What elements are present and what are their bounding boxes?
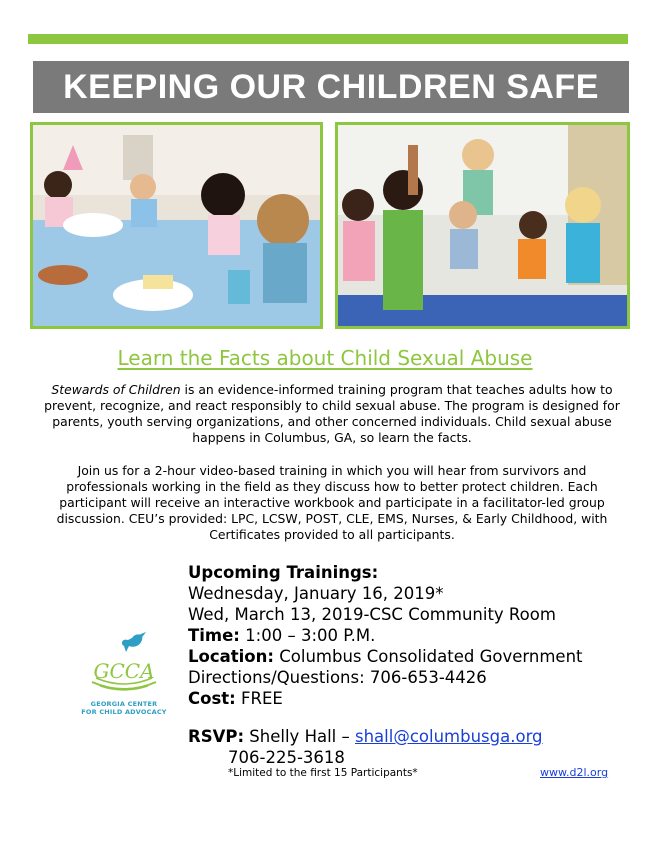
trainings-heading: Upcoming Trainings:	[188, 563, 379, 582]
rsvp-name: Shelly Hall –	[244, 727, 355, 746]
location-value: Columbus Consolidated Government	[274, 647, 583, 666]
gcca-logo	[74, 632, 174, 720]
bird-nest-icon	[74, 632, 174, 696]
svg-text:GCCA: GCCA	[93, 659, 155, 683]
program-name: Stewards of Children	[51, 382, 181, 397]
logo-org-line1: GEORGIA CENTER	[90, 700, 158, 708]
page-title: KEEPING OUR CHILDREN SAFE	[33, 61, 629, 113]
time-label: Time:	[188, 626, 240, 645]
directions-row: Directions/Questions: 706-653-4426	[188, 668, 487, 687]
rsvp-label: RSVP:	[188, 727, 245, 746]
cost-label: Cost:	[188, 689, 236, 708]
participant-limit-note: *Limited to the first 15 Participants*	[228, 767, 418, 779]
intro-text: is an evidence-informed training program that teaches adults how to prevent, recognize, and react responsibly to child sexual abuse. The program is designed for parents, youth serving organizations, and other concerned individuals. Child sexual abuse happens in Columbus, GA, so learn the facts.	[44, 382, 620, 445]
rsvp-phone: 706-225-3618	[228, 748, 345, 767]
details-paragraph: Join us for a 2-hour video-based training in which you will hear from survivors and professionals working in the field as they discuss how to better protect children. Each participant will receive an interactive workbook and participate in a facilitator-led group discussion. CEU’s provided: LPC, LCSW, POST, CLE, EMS, Nurses, & Early Childhood, with Certificates provided to all participants.	[56, 463, 608, 542]
section-heading: Learn the Facts about Child Sexual Abuse	[117, 346, 533, 370]
time-row	[188, 625, 628, 646]
location-row	[188, 646, 628, 667]
logo-org-line2: FOR CHILD ADVOCACY	[81, 708, 167, 716]
time-value: 1:00 – 3:00 P.M.	[239, 626, 376, 645]
training-date-1: Wednesday, January 16, 2019*	[188, 584, 444, 603]
cost-value: FREE	[235, 689, 283, 708]
training-date-2: Wed, March 13, 2019-CSC Community Room	[188, 605, 556, 624]
rsvp-email-link[interactable]: shall@columbusga.org	[355, 727, 543, 746]
website-link[interactable]: www.d2l.org	[540, 766, 609, 779]
cost-row	[188, 688, 628, 709]
intro-paragraph	[38, 382, 626, 446]
rsvp-row	[188, 726, 543, 747]
top-accent-bar	[28, 34, 628, 44]
location-label: Location:	[188, 647, 274, 666]
classroom-photo	[335, 122, 630, 329]
party-photo	[30, 122, 323, 329]
trainings-info	[188, 562, 628, 709]
